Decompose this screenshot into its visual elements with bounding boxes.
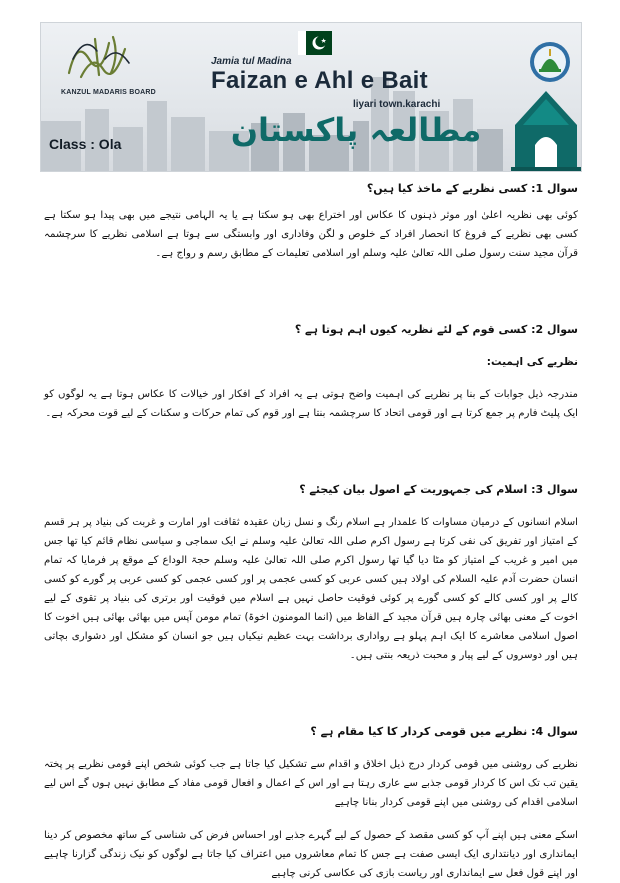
- answer-paragraph: نظریے کی روشنی میں قومی کردار درج ذیل اخلاق و اقدام سے تشکیل کیا جاتا ہے جب کوئی شخص اپنے قومی نظریے پر پختہ یقین تب تک اس کا کردار قومی جذبے سے عاری رہتا ہے اور اس کے اعمال و افعال قومی مفاد کے مطابق نہیں ہوں گے اس لیے اسلامی اقدام کی روشنی میں اپنے قومی کردار بنانا چاہیے: [44, 759, 578, 808]
- answer-paragraph: مندرجہ ذیل جوابات کے بنا پر نظریے کی اہمیت واضح ہوتی ہے یہ افراد کے افکار اور خیالات کا عکاس ہوتا ہے یہ لوگوں کو ایک پلیٹ فارم پر جمع کرتا ہے اور قومی اتحاد کا سرچشمہ بنتا ہے اور قوم کی تمام حرکات و سکنات کے لیے قوت محرکہ ہے۔: [44, 389, 578, 419]
- answer-paragraph: اسکے معنی ہیں اپنے آپ کو کسی مقصد کے حصول کے لیے گہرے جذبے اور احساس فرض کی شناسی کے ساتھ مخصوص کر دینا ایمانداری اور دیانتداری ایک ایسی صفت ہے جس کا تمام معاشروں میں اعتراف کیا جاتا ہے لوگوں کو نیک زندگی گزارنا چاہیے اور اپنے قول فعل سے ایمانداری اور ریاست بازی کی عکاسی کرنی چاہیے: [44, 830, 578, 879]
- institution-title: Faizan e Ahl e Bait: [211, 67, 428, 94]
- answer-paragraph: اسلام انسانوں کے درمیان مساوات کا علمدار ہے اسلام رنگ و نسل زبان عقیدہ ثقافت اور امارت و غربت کی بنیاد پر ہر قسم کے امتیاز اور تفریق کی نفی کرتا ہے رسول اکرم صلی اللہ تعالیٰ علیہ وسلم نے ایک سماجی و سیاسی نظام قائم کیا تھا جس میں امیر و غریب کے امتیاز کو مٹا دیا گیا تھا رسول اکرم صلی اللہ تعالیٰ علیہ وسلم حجۃ الوداع کے موقع پر فرمایا کہ تمام انسان حضرت آدم علیہ السلام کی اولاد ہیں کسی عربی کو کسی عجمی پر اور کسی عجمی کو کسی عربی پر گورے کو کسی کالے پر اور کسی کالے کو کسی گورے پر کوئی فوقیت حاصل نہیں ہے اسلام میں فوقیت اور برتری کی بنیاد پر تقوی کے لیے اخوت کے معنی بھائی چارہ ہیں قرآن مجید کے الفاظ میں (انما المومنون اخوۃ) تمام مومن آپس میں بھائی بھائی ہیں اخوت کا اصول اسلامی معاشرے کا ایک اہم پہلو ہے رواداری برداشت بہت عظیم نیکیاں ہیں جو انسان کو مشکل اور دشواری بچاتی ہیں اور دوسروں کے لیے پیار و محبت ذریعہ بنتی ہیں۔: [44, 517, 578, 661]
- subject-title: مطالعہ پاکستان: [230, 111, 482, 149]
- class-label: Class : Ola: [49, 136, 122, 152]
- question-heading: سوال 1: کسی نظریے کے ماخذ کیا ہیں؟: [366, 182, 578, 195]
- question-section: [44, 723, 578, 883]
- answer-subheading: نظریے کی اہمیت:: [486, 356, 578, 368]
- dawat-e-islami-seal-icon: [529, 41, 571, 83]
- question-section: [44, 481, 578, 665]
- question-heading: سوال 2: کسی قوم کے لئے نظریہ کیوں اہم ہوتا ہے ؟: [294, 323, 578, 336]
- institution-name: Jamia tul Madina: [211, 56, 292, 67]
- kanzul-madaris-logo: [59, 29, 139, 83]
- document-body: [44, 180, 578, 883]
- question-section: [44, 321, 578, 423]
- board-label: KANZUL MADARIS BOARD: [61, 89, 156, 96]
- answer-paragraph: کوئی بھی نظریہ اعلیٰ اور موثر ذہنوں کا عکاس اور اختراع بھی ہو سکتا ہے یا یہ الہامی نتیجے میں بھی پیدا ہو سکتا ہے کسی بھی نظریے کے فروغ کا انحصار افراد کے خلوص و لگن وفاداری اور وابستگی سے ہوتا ہے اسلامی نظریے کا سرچشمہ قرآن مجید سنت رسول صلی اللہ تعالیٰ علیہ وسلم اور اسلامی تعلیمات کے مطابق رسم و رواج ہے۔: [44, 210, 578, 259]
- pakistan-flag-icon: [298, 31, 332, 55]
- question-heading: سوال 4: نظریے میں قومی کردار کا کیا مقام ہے ؟: [310, 725, 578, 738]
- question-heading: سوال 3: اسلام کی جمہوریت کے اصول بیان کیجئے ؟: [299, 483, 578, 496]
- institution-location: liyari town.karachi: [353, 99, 441, 110]
- mazar-e-quaid-icon: [511, 85, 581, 171]
- question-section: [44, 180, 578, 263]
- header-banner: [40, 22, 582, 172]
